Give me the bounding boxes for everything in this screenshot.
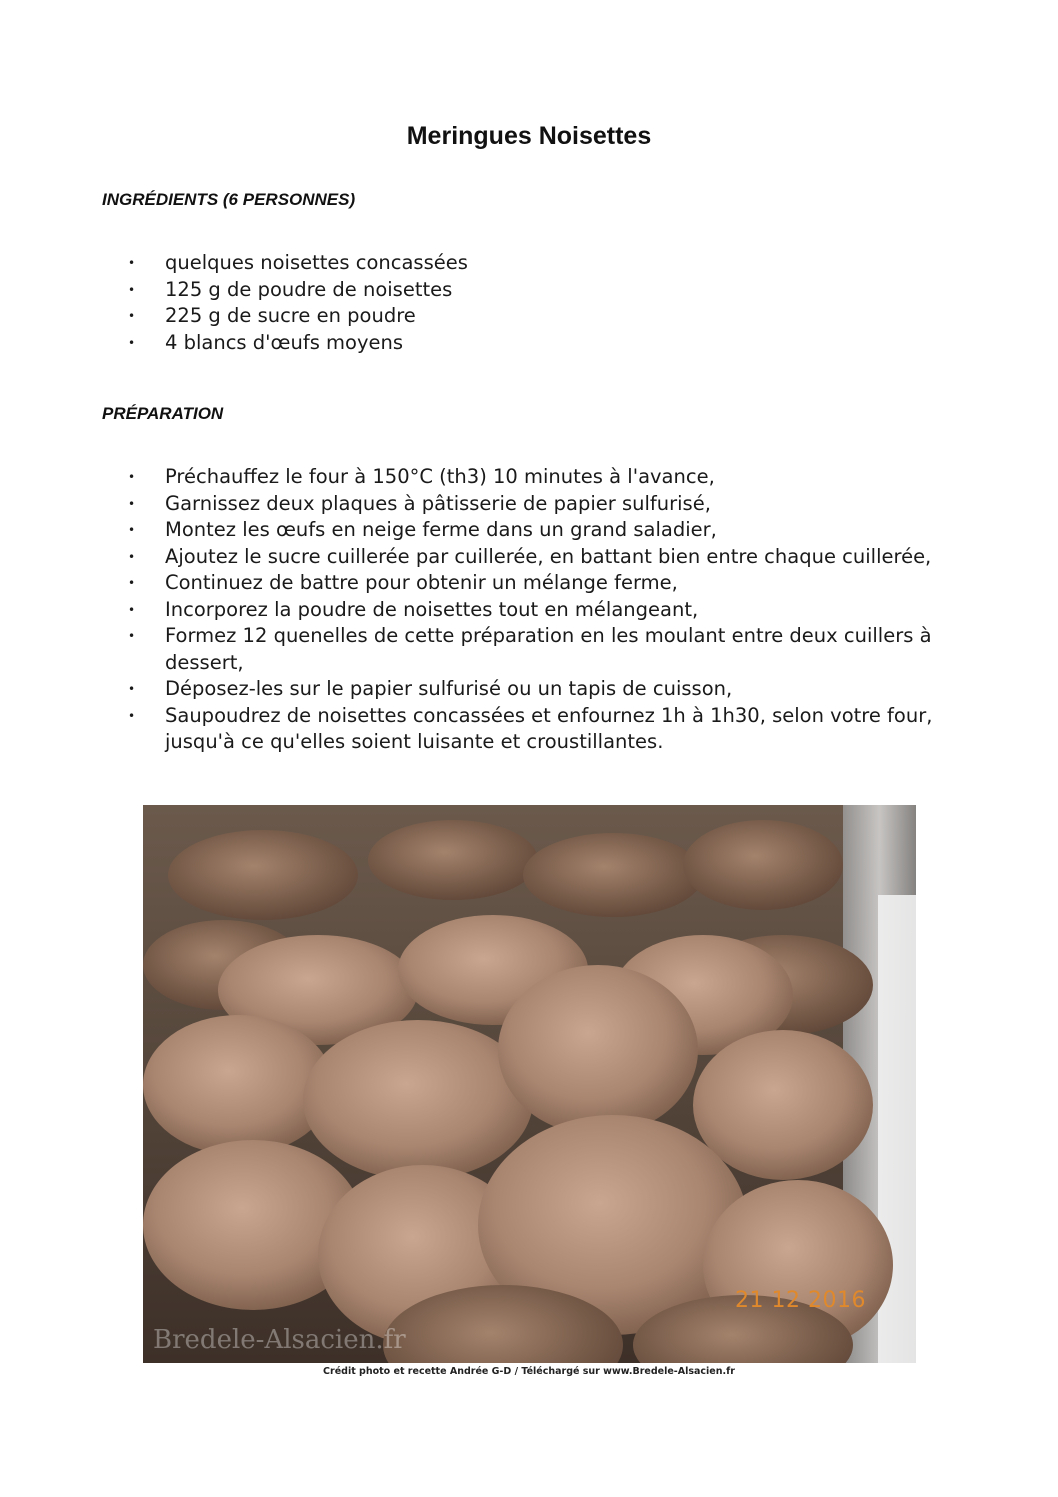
bullet-icon: • — [128, 335, 136, 350]
list-item: • Ajoutez le sucre cuillerée par cuillerée, en battant bien entre chaque cuillerée, — [128, 544, 968, 571]
bullet-icon: • — [128, 602, 136, 617]
bullet-icon: • — [128, 523, 136, 537]
bullet-icon: • — [128, 549, 136, 564]
bullet-icon: • — [128, 682, 136, 696]
list-item: • 225 g de sucre en poudre — [128, 303, 968, 330]
bullet-icon: • — [128, 708, 136, 723]
bullet-icon: • — [128, 309, 136, 323]
page-title: Meringues Noisettes — [406, 122, 652, 150]
bullet-icon: • — [128, 496, 136, 511]
list-item: • Garnissez deux plaques à pâtisserie de papier sulfurisé, — [128, 491, 968, 518]
list-item: • Montez les œufs en neige ferme dans un grand saladier, — [128, 517, 968, 544]
bullet-icon: • — [128, 470, 136, 484]
bullet-icon: • — [128, 282, 136, 297]
photo-credit: Crédit photo et recette Andrée G-D / Téléchargé sur www.Bredele-Alsacien.fr — [323, 1366, 735, 1377]
photo-date-stamp: 21 12 2016 — [735, 1288, 866, 1313]
bullet-icon: • — [128, 576, 136, 590]
ingredients-list — [128, 250, 968, 356]
list-item: • Saupoudrez de noisettes concassées et enfournez 1h à 1h30, selon votre four, jusqu'à ce qu'elles soient luisante et croustillantes. — [128, 703, 933, 753]
photo-illustration — [143, 805, 916, 1363]
photo-watermark: Bredele-Alsacien.fr — [153, 1325, 406, 1355]
list-item: • Formez 12 quenelles de cette préparation en les moulant entre deux cuillers à dessert, — [128, 624, 932, 674]
list-item: • 4 blancs d'œufs moyens — [128, 330, 968, 357]
ingredients-heading: INGRÉDIENTS (6 PERSONNES) — [102, 190, 356, 209]
list-item: • Déposez-les sur le papier sulfurisé ou un tapis de cuisson, — [128, 676, 968, 703]
list-item: • 125 g de poudre de noisettes — [128, 277, 968, 304]
bullet-icon: • — [128, 256, 136, 270]
preparation-heading: PRÉPARATION — [102, 404, 224, 423]
list-item: • quelques noisettes concassées — [128, 250, 968, 277]
bullet-icon: • — [128, 629, 136, 643]
list-item: • Préchauffez le four à 150°C (th3) 10 minutes à l'avance, — [128, 464, 968, 491]
list-item: • Incorporez la poudre de noisettes tout en mélangeant, — [128, 597, 968, 624]
list-item: • Continuez de battre pour obtenir un mélange ferme, — [128, 570, 968, 597]
meringues-photo — [143, 805, 916, 1363]
preparation-list — [128, 464, 968, 756]
